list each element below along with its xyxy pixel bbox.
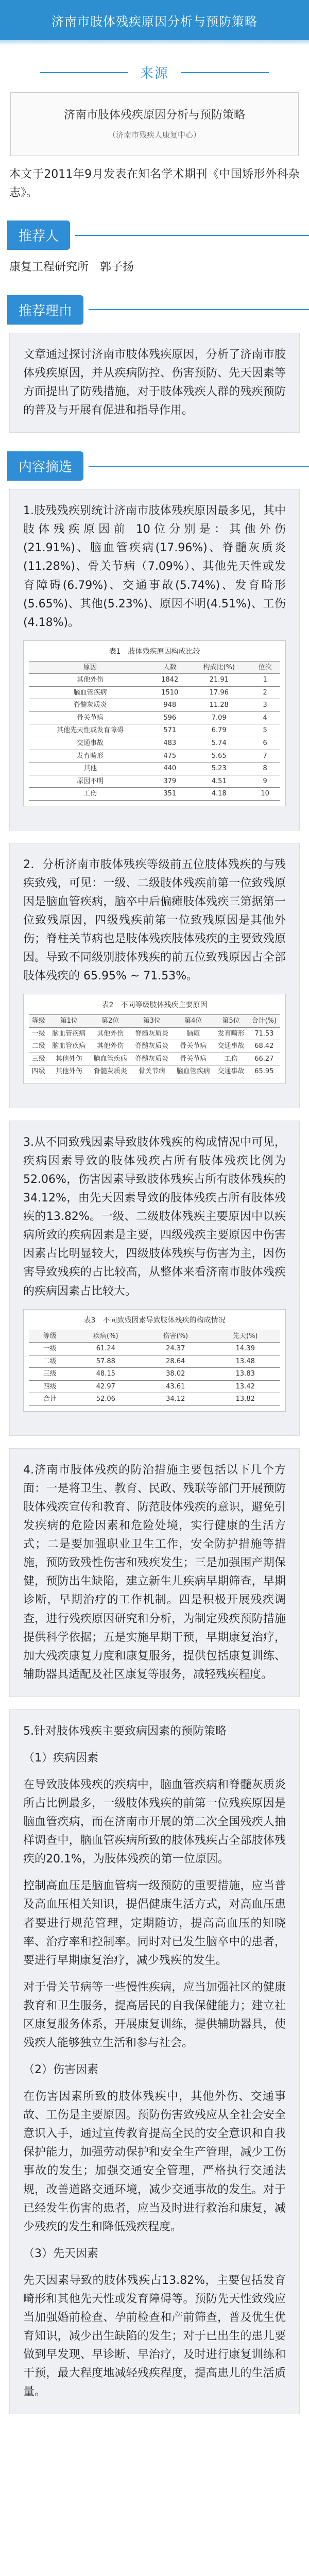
table-cell: 10 <box>250 788 280 801</box>
table-cell: 脊髓灰质炎 <box>90 1065 131 1078</box>
table-cell: 1 <box>250 674 280 687</box>
table-header-cell: 原因 <box>29 661 151 674</box>
table-row <box>29 1393 280 1406</box>
table-cell: 骨关节病 <box>173 1053 214 1065</box>
page-banner <box>0 0 309 40</box>
source-paragraph: 本文于2011年9月发表在知名学术期刊《中国矫形外科杂志》。 <box>9 168 300 199</box>
table-cell: 11.28 <box>188 699 250 712</box>
table-cell: 三级 <box>29 1368 71 1381</box>
table-1-caption: 表1 肢体残疾原因构成比较 <box>109 647 200 656</box>
table-cell: 13.42 <box>211 1380 281 1393</box>
table-cell: 其他外伤 <box>90 1027 131 1040</box>
table-cell: 脑血管疾病 <box>173 1065 214 1078</box>
table-cell: 7 <box>250 750 280 762</box>
table-cell: 其他外伤 <box>29 674 151 687</box>
end-spacer <box>0 2427 309 2458</box>
table-cell: 4 <box>250 711 280 724</box>
content-paragraph-2: 2．分析济南市肢体残疾等级前五位肢体残疾的与残疾致残，可见：一级、二级肢体残疾前第一位致残原因是脑血管疾病，脑卒中后偏瘫肢体残疾三第据第一位致残原因，四级残疾前第一位致残原因是其他外伤；脊柱关节病也是肢体残疾肢体残疾的主要致残原因。导致不同级别肢体残疾的前五位致残原因占全部肢体残疾的 65.95% ~ 71.53%。 <box>23 858 286 983</box>
table-3 <box>23 1309 286 1412</box>
source-label: 来源 <box>128 63 181 82</box>
table-header-cell: 疾病(%) <box>71 1330 141 1343</box>
table-cell: 43.61 <box>141 1380 210 1393</box>
table-2-caption: 表2 不同等级肢体残疾主要原因 <box>101 1001 208 1010</box>
table-row <box>29 1355 280 1368</box>
strategy-title: 5.针对肢体残疾主要致病因素的预防策略 <box>23 1724 227 1738</box>
content-card-1 <box>9 489 300 831</box>
table-cell: 483 <box>151 737 188 750</box>
disease-paragraph-2: 控制高血压是脑血管病一级预防的重要措施，应当普及高血压相关知识，提倡健康生活方式，对高血压患者要进行规范管理，定期随访，提高高血压的知晓率、治疗率和控制率。同时对已发生脑卒中的患者，要进行早期康复治疗，减少残疾的发生。 <box>23 1879 286 1967</box>
table-row <box>29 699 280 712</box>
table-cell: 脑瘫 <box>173 1027 214 1040</box>
table-row <box>29 1065 280 1078</box>
table-header-cell: 第1位 <box>48 1015 90 1028</box>
content-rule <box>89 466 309 467</box>
table-cell: 379 <box>151 775 188 788</box>
recommender-header <box>0 221 309 250</box>
table-header-cell: 第2位 <box>90 1015 131 1028</box>
table-cell: 8 <box>250 762 280 775</box>
table-cell: 57.88 <box>71 1355 141 1368</box>
table-cell: 发育畸形 <box>29 750 151 762</box>
table-3-grid <box>29 1330 280 1406</box>
table-cell: 571 <box>151 724 188 737</box>
table-header-cell: 先天(%) <box>211 1330 281 1343</box>
table-header-cell: 合计(%) <box>248 1015 280 1028</box>
table-header-cell: 构成比(%) <box>188 661 250 674</box>
disease-subtitle: （1）疾病因素 <box>23 1751 98 1765</box>
table-cell: 脑血管疾病 <box>48 1040 90 1053</box>
table-cell: 596 <box>151 711 188 724</box>
table-cell: 68.42 <box>248 1040 280 1053</box>
content-header <box>0 451 309 481</box>
content-card-4 <box>9 1448 300 1697</box>
table-cell: 61.24 <box>71 1343 141 1355</box>
table-cell: 一级 <box>29 1027 48 1040</box>
content-paragraph-1: 1.肢残残疾别统计济南市肢体残疾原因最多见，其中肢体残疾原因前 10位分别是：其他外伤(21.91%)、脑血管疾病(17.96%)、脊髓灰质炎(11.28%)、骨关节病（7.09%）、其他先天性或发育障碍(6.79%)、交通事故(5.74%)、发育畸形(5.65%)、其他(5.23%)、原因不明(4.51%)、工伤(4.18%)。 <box>23 504 286 629</box>
table-header-cell: 人数 <box>151 661 188 674</box>
table-cell: 交通事故 <box>29 737 151 750</box>
table-cell: 9 <box>250 775 280 788</box>
content-paragraph-4: 4.济南市肢体残疾的防治措施主要包括以下几个方面：一是将卫生、教育、民政、残联等部门开展预防肢体残疾宣传和教育、防范肢体残疾的意识，避免引发疾病的危险因素和危险处境，实行健康的生活方式；二是要加强职业卫生工作，安全防护措施等措施，预防致残性伤害和残疾发生；三是加强围产期保健，预防出生缺陷，建立新生儿疾病早期筛查，早期诊断，早期治疗的工作机制。四是积极开展残疾调查，进行残疾原因研究和分析，为制定残疾预防措施提供科学依据；五是实施早期干预，早期康复治疗，加大残疾康复力度和康复服务，提供包括康复训练、辅助器具适配及社区康复等服务，减轻残疾程度。 <box>23 1463 286 1681</box>
table-header-cell: 伤害(%) <box>141 1330 210 1343</box>
table-cell: 脑血管疾病 <box>90 1053 131 1065</box>
table-row <box>29 1380 280 1393</box>
table-cell: 2 <box>250 686 280 699</box>
table-cell: 其他外伤 <box>48 1053 90 1065</box>
table-header-cell: 位次 <box>250 661 280 674</box>
table-cell: 5.65 <box>188 750 250 762</box>
injury-paragraph-1: 在伤害因素所致的肢体残疾中，其他外伤、交通事故、工伤是主要原因。预防伤害致残应从全社会安全意识入手，通过宣传教育提高全民的安全意识和自我保护能力，加强劳动保护和安全生产管理，减少工伤事故的发生；加强交通安全管理，严格执行交通法规，改善道路交通环境，减少交通事故的发生。对于已经发生伤害的患者，应当及时进行救治和康复，减少残疾的发生和降低残疾程度。 <box>23 2090 286 2233</box>
congenital-subtitle: （3）先天因素 <box>23 2247 98 2260</box>
table-cell: 440 <box>151 762 188 775</box>
table-cell: 1842 <box>151 674 188 687</box>
table-cell: 66.27 <box>248 1053 280 1065</box>
table-row <box>29 1053 280 1065</box>
table-2 <box>23 994 286 1084</box>
table-cell: 骨关节病 <box>131 1065 173 1078</box>
disease-paragraph-1: 在导致肢体残疾的疾病中，脑血管疾病和脊髓灰质炎所占比例最多，一级肢体残疾的前第一位残疾原因是脑血管疾病，而在济南市开展的第二次全国残疾人抽样调查中，脑血管疾病所致的肢体残疾占全部肢体残疾的20.1%，为肢体残疾的第一位原因。 <box>23 1778 286 1866</box>
disease-paragraph-3: 对于骨关节病等一些慢性疾病，应当加强社区的健康教育和卫生服务，提高居民的自我保健能力；建立社区康复服务体系，开展康复训练，提供辅助器具，使残疾人能够独立生活和参与社会。 <box>23 1980 286 2049</box>
reason-card <box>9 333 300 433</box>
table-1-grid <box>29 661 280 801</box>
table-cell: 28.64 <box>141 1355 210 1368</box>
table-cell: 351 <box>151 788 188 801</box>
paper-thumbnail <box>10 92 299 156</box>
table-cell: 其他先天性或发育障碍 <box>29 724 151 737</box>
table-cell: 6.79 <box>188 724 250 737</box>
content-card-5 <box>9 1709 300 2415</box>
table-cell: 4.18 <box>188 788 250 801</box>
table-cell: 脑血管疾病 <box>48 1027 90 1040</box>
table-row <box>29 711 280 724</box>
table-cell: 21.91 <box>188 674 250 687</box>
table-cell: 三级 <box>29 1053 48 1065</box>
table-cell: 3 <box>250 699 280 712</box>
table-cell: 4.51 <box>188 775 250 788</box>
table-cell: 原因不明 <box>29 775 151 788</box>
table-cell: 14.39 <box>211 1343 281 1355</box>
table-3-caption: 表3 不同致残因素导致肢体残疾的构成情况 <box>83 1316 226 1325</box>
table-cell: 71.53 <box>248 1027 280 1040</box>
table-cell: 5.74 <box>188 737 250 750</box>
table-cell: 四级 <box>29 1065 48 1078</box>
table-cell: 7.09 <box>188 711 250 724</box>
table-row <box>29 1027 280 1040</box>
table-cell: 475 <box>151 750 188 762</box>
table-row <box>29 750 280 762</box>
content-card-3 <box>9 1121 300 1436</box>
recommender-text <box>0 258 309 277</box>
recommender-name: 康复工程研究所 郭子扬 <box>9 261 134 274</box>
table-header-cell: 等级 <box>29 1330 71 1343</box>
source-text <box>0 165 309 202</box>
table-cell: 工伤 <box>29 788 151 801</box>
reason-label: 推荐理由 <box>7 295 83 325</box>
table-cell: 四级 <box>29 1380 71 1393</box>
table-cell: 二级 <box>29 1355 71 1368</box>
table-cell: 发育畸形 <box>214 1027 248 1040</box>
table-cell: 合计 <box>29 1393 71 1406</box>
reason-paragraph: 文章通过探讨济南市肢体残疾原因，分析了济南市肢体残疾原因，并从疾病防控、伤害预防、先天因素等方面提出了防残措施，对于肢体残疾人群的残疾预防的普及与开展有促进和指导作用。 <box>23 348 286 417</box>
table-1 <box>23 640 286 806</box>
table-row <box>29 686 280 699</box>
table-cell: 6 <box>250 737 280 750</box>
content-card-2 <box>9 843 300 1108</box>
table-cell: 52.06 <box>71 1393 141 1406</box>
table-cell: 34.12 <box>141 1393 210 1406</box>
table-cell: 其他外伤 <box>48 1065 90 1078</box>
table-row <box>29 788 280 801</box>
table-cell: 13.83 <box>211 1368 281 1381</box>
recommender-rule <box>75 235 309 236</box>
table-cell: 1510 <box>151 686 188 699</box>
table-cell: 38.02 <box>141 1368 210 1381</box>
table-cell: 交通事故 <box>214 1040 248 1053</box>
table-cell: 13.82 <box>211 1393 281 1406</box>
table-header-cell: 第5位 <box>214 1015 248 1028</box>
recommender-label: 推荐人 <box>7 221 70 250</box>
injury-subtitle: （2）伤害因素 <box>23 2063 98 2077</box>
table-row <box>29 674 280 687</box>
table-cell: 一级 <box>29 1343 71 1355</box>
table-cell: 脊髓灰质炎 <box>131 1027 173 1040</box>
table-cell: 骨关节病 <box>29 711 151 724</box>
table-cell: 其他外伤 <box>90 1040 131 1053</box>
congenital-paragraph-1: 先天因素导致的肢体残疾占13.82%，主要包括发育畸形和其他先天性或发育障碍等。预防先天性致残应当加强婚前检查、孕前检查和产前筛查，普及优生优育知识，减少出生缺陷的发生；对于已出生的患儿要做到早发现、早诊断、早治疗，及时进行康复训练和干预，最大程度地减轻残疾程度，提高患儿的生活质量。 <box>23 2274 286 2399</box>
reason-rule <box>89 309 309 310</box>
table-row <box>29 1343 280 1355</box>
table-header-cell: 第4位 <box>173 1015 214 1028</box>
paper-thumbnail-subtitle: （济南市残疾人康复中心） <box>108 130 201 140</box>
table-cell: 交通事故 <box>214 1065 248 1078</box>
table-cell: 二级 <box>29 1040 48 1053</box>
table-cell: 脊髓灰质炎 <box>29 699 151 712</box>
source-section-title <box>0 63 309 82</box>
table-cell: 948 <box>151 699 188 712</box>
table-header-cell: 等级 <box>29 1015 48 1028</box>
table-cell: 13.48 <box>211 1355 281 1368</box>
table-row <box>29 1040 280 1053</box>
table-cell: 工伤 <box>214 1053 248 1065</box>
table-cell: 5.23 <box>188 762 250 775</box>
table-row <box>29 762 280 775</box>
content-label: 内容摘选 <box>7 451 83 481</box>
table-cell: 48.15 <box>71 1368 141 1381</box>
table-cell: 5 <box>250 724 280 737</box>
table-header-cell: 第3位 <box>131 1015 173 1028</box>
table-row <box>29 775 280 788</box>
table-cell: 脑血管疾病 <box>29 686 151 699</box>
table-cell: 脊髓灰质炎 <box>131 1053 173 1065</box>
table-cell: 其他 <box>29 762 151 775</box>
table-cell: 17.96 <box>188 686 250 699</box>
table-row <box>29 1368 280 1381</box>
reason-header <box>0 295 309 325</box>
divider-left <box>40 72 128 73</box>
table-row <box>29 724 280 737</box>
table-2-grid <box>29 1014 280 1078</box>
table-cell: 骨关节病 <box>173 1040 214 1053</box>
table-cell: 脊髓灰质炎 <box>131 1040 173 1053</box>
table-cell: 24.37 <box>141 1343 210 1355</box>
paper-thumbnail-title: 济南市肢体残疾原因分析与预防策略 <box>63 109 245 122</box>
table-cell: 42.97 <box>71 1380 141 1393</box>
table-row <box>29 737 280 750</box>
content-paragraph-3: 3.从不同致残因素导致肢体残疾的构成情况中可见，疾病因素导致的肢体残疾占所有肢体残疾比例为52.06%，伤害因素导致肢体残疾占所有肢体残疾的34.12%，由先天因素导致的肢体残疾占所有肢体残疾的13.82%。一级、二级肢体残疾主要原因中以疾病所致的疾病因素是主要，四级残疾主要原因中伤害因素占比明显较大，四级肢体残疾与伤害为主，因伤害导致残疾的占比较高，从整体来看济南市肢体残疾的疾病因素占比较大。 <box>23 1136 286 1298</box>
divider-right <box>181 72 269 73</box>
table-cell: 65.95 <box>248 1065 280 1078</box>
banner-title: 济南市肢体残疾原因分析与预防策略 <box>52 14 258 29</box>
